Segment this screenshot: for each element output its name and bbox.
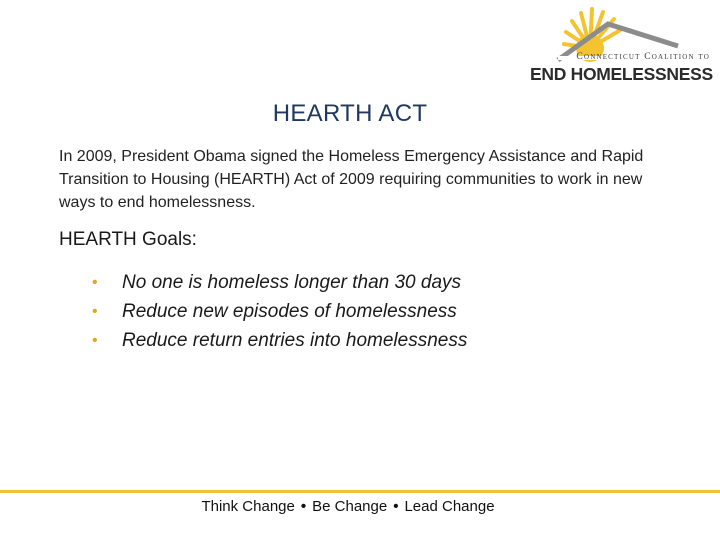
list-item — [92, 297, 467, 326]
footer-divider — [0, 490, 720, 493]
goal-text: Reduce new episodes of homelessness — [122, 301, 457, 322]
page-title: HEARTH ACT — [272, 100, 428, 127]
goals-list — [92, 268, 467, 355]
goal-text: Reduce return entries into homelessness — [122, 330, 468, 351]
coalition-logo — [528, 4, 713, 94]
list-item — [92, 268, 467, 297]
footer-tagline — [0, 498, 696, 515]
tagline-lead: Lead Change — [404, 498, 495, 515]
separator-dot: • — [393, 498, 399, 515]
logo-title: END HOMELESSNESS — [530, 64, 713, 84]
bullet-icon: • — [92, 332, 98, 349]
tagline-be: Be Change — [312, 498, 388, 515]
intro-paragraph: In 2009, President Obama signed the Homeless Emergency Assistance and Rapid Transition to Housing (HEARTH) Act of 2009 requiring communities to work in new ways to end homelessness. — [59, 148, 644, 211]
tagline-think: Think Change — [201, 498, 295, 515]
bullet-icon: • — [92, 303, 98, 320]
goals-heading: HEARTH Goals: — [59, 229, 197, 250]
list-item — [92, 326, 467, 355]
logo-subtitle: Connecticut Coalition to — [576, 52, 710, 62]
goal-text: No one is homeless longer than 30 days — [122, 272, 462, 293]
separator-dot: • — [300, 498, 307, 515]
bullet-icon: • — [92, 274, 98, 291]
